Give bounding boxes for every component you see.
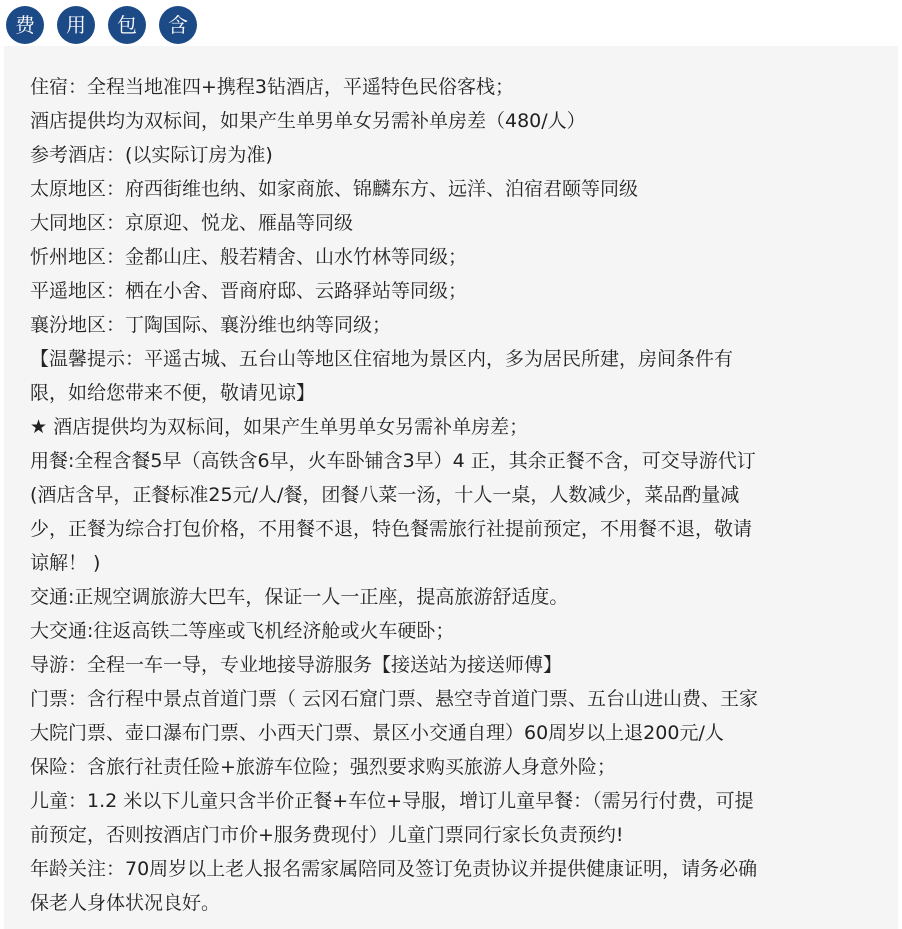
text-line-meals: 少，正餐为综合打包价格，不用餐不退，特色餐需旅行社提前预定，不用餐不退，敬请 — [30, 518, 753, 540]
title-char-badge: 包 — [108, 6, 146, 44]
section-header — [0, 0, 902, 46]
text-line-meals: 用餐:全程含餐5早（高铁含6早，火车卧铺含3早）4 正，其余正餐不含，可交导游代订 — [30, 450, 756, 472]
text-line-tip: 限，如给您带来不便，敬请见谅】 — [30, 382, 316, 404]
section-title-badges — [6, 6, 197, 44]
text-line-long-transport: 大交通:往返高铁二等座或飞机经济舱或火车硬卧； — [30, 620, 455, 642]
text-line-children: 儿童：1.2 米以下儿童只含半价正餐+车位+导服，增订儿童早餐：（需另行付费，可提 — [30, 790, 754, 812]
text-line-tip: 【温馨提示：平遥古城、五台山等地区住宿地为景区内，多为居民所建，房间条件有 — [30, 348, 734, 370]
title-char-badge: 含 — [159, 6, 197, 44]
title-char-badge: 用 — [57, 6, 95, 44]
text-line-tickets: 门票：含行程中景点首道门票（ 云冈石窟门票、悬空寺首道门票、五台山进山费、王家 — [30, 688, 759, 710]
text-line-taiyuan: 太原地区：府西街维也纳、如家商旅、锦麟东方、远洋、泊宿君颐等同级 — [30, 178, 639, 200]
text-line-accommodation: 住宿：全程当地准四+携程3钻酒店，平遥特色民俗客栈； — [30, 76, 515, 98]
text-line-pingyao: 平遥地区：栖在小舍、晋商府邸、云路驿站等同级； — [30, 280, 468, 302]
text-line-reference-hotels: 参考酒店：(以实际订房为准) — [30, 144, 273, 166]
text-line-age-notice: 年龄关注：70周岁以上老人报名需家属陪同及签订免责协议并提供健康证明，请务必确 — [30, 858, 758, 880]
title-char-badge: 费 — [6, 6, 44, 44]
text-line-meals: (酒店含早，正餐标准25元/人/餐，团餐八菜一汤，十人一桌，人数减少，菜品酌量减 — [30, 484, 740, 506]
text-line-guide: 导游：全程一车一导，专业地接导游服务【接送站为接送师傅】 — [30, 654, 563, 676]
text-line-age-notice: 保老人身体状况良好。 — [30, 892, 221, 914]
text-line: 酒店提供均为双标间，如果产生单男单女另需补单房差（480/人） — [30, 110, 586, 132]
text-line-transport: 交通:正规空调旅游大巴车，保证一人一正座，提高旅游舒适度。 — [30, 586, 569, 608]
text-line-tickets: 大院门票、壶口瀑布门票、小西天门票、景区小交通自理）60周岁以上退200元/人 — [30, 722, 724, 744]
text-line-children: 前预定，否则按酒店门市价+服务费现付）儿童门票同行家长负责预约! — [30, 824, 624, 846]
text-line-xiangfen: 襄汾地区：丁陶国际、襄汾维也纳等同级； — [30, 314, 392, 336]
text-line-xinzhou: 忻州地区：金都山庄、般若精舍、山水竹林等同级； — [30, 246, 468, 268]
text-line-star-note: ★ 酒店提供均为双标间，如果产生单男单女另需补单房差； — [30, 416, 529, 438]
fee-includes-content — [4, 46, 898, 929]
text-line-datong: 大同地区：京原迎、悦龙、雁晶等同级 — [30, 212, 354, 234]
text-line-insurance: 保险：含旅行社责任险+旅游车位险；强烈要求购买旅游人身意外险； — [30, 756, 616, 778]
text-line-meals: 谅解！ ) — [30, 552, 101, 574]
